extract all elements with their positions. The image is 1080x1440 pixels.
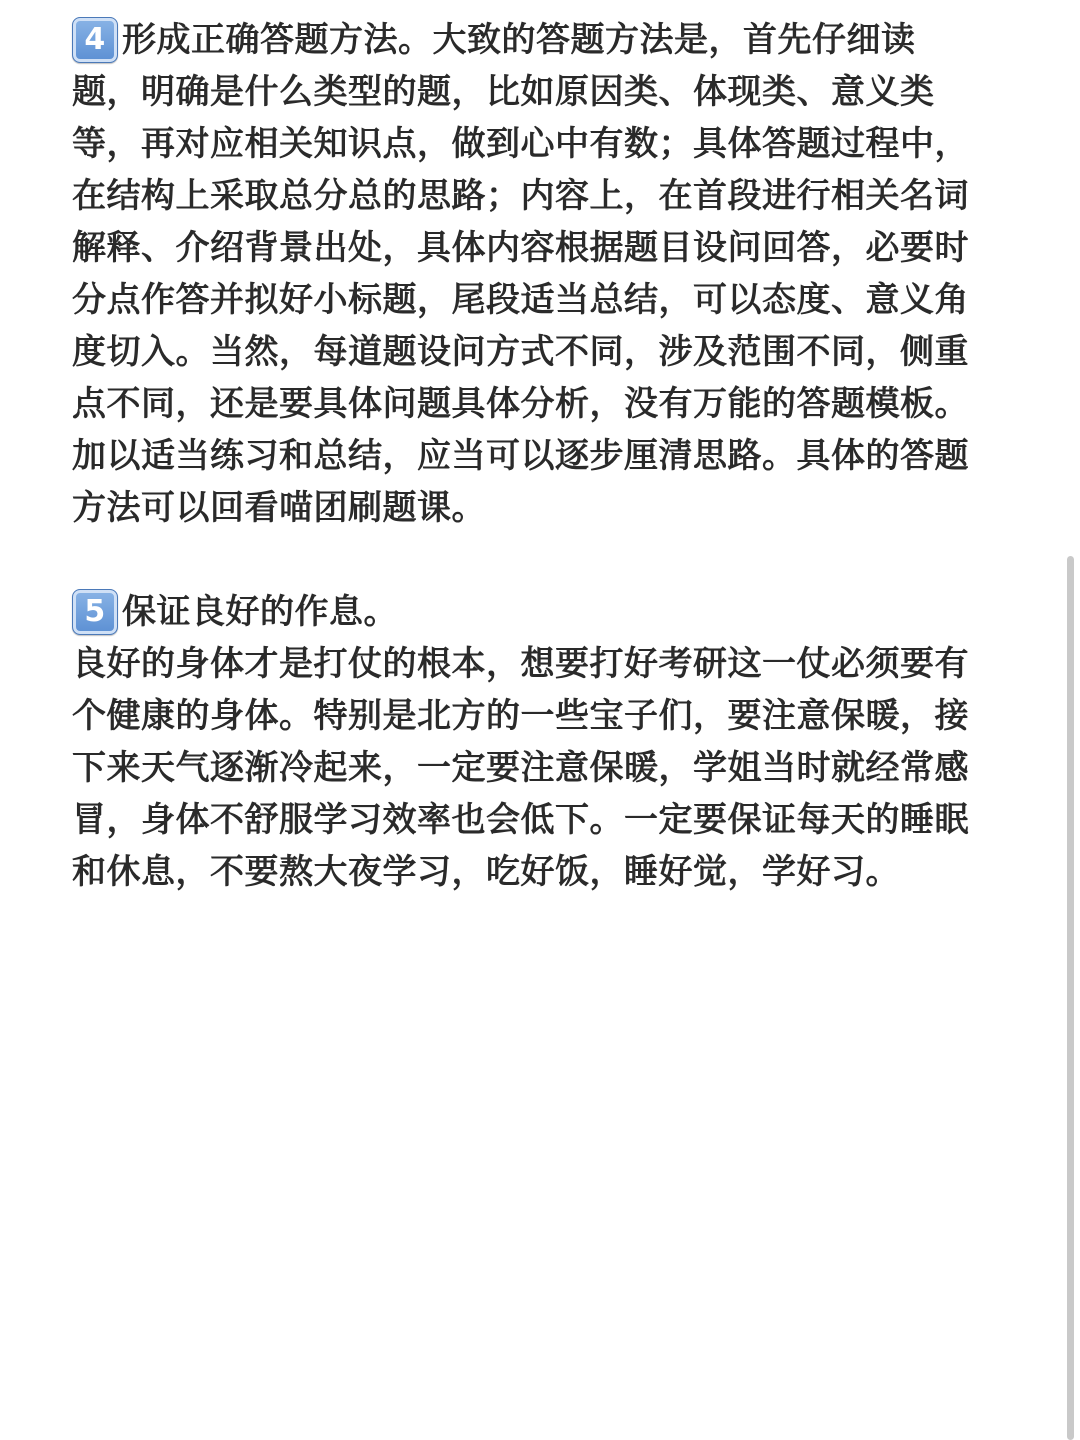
paragraph-line: 度切入。当然，每道题设问方式不同，涉及范围不同，侧重	[72, 332, 969, 372]
paragraph-line: 点不同，还是要具体问题具体分析，没有万能的答题模板。	[72, 384, 969, 424]
paragraph-line: 方法可以回看喵团刷题课。	[72, 488, 486, 528]
paragraph-line: 下来天气逐渐冷起来，一定要注意保暖，学姐当时就经常感	[72, 748, 969, 788]
section-heading	[72, 586, 1008, 638]
section-heading	[72, 14, 1008, 66]
keycap-digit-five-icon: 5	[72, 589, 118, 635]
paragraph-line: 分点作答并拟好小标题，尾段适当总结，可以态度、意义角	[72, 280, 969, 320]
paragraph-line: 冒，身体不舒服学习效率也会低下。一定要保证每天的睡眠	[72, 800, 969, 840]
paragraph-line: 个健康的身体。特别是北方的一些宝子们，要注意保暖，接	[72, 696, 969, 736]
paragraph-line: 加以适当练习和总结，应当可以逐步厘清思路。具体的答题	[72, 436, 969, 476]
keycap-digit-four-icon: 4	[72, 17, 118, 63]
paragraph-line: 在结构上采取总分总的思路；内容上，在首段进行相关名词	[72, 176, 969, 216]
heading-text: 形成正确答题方法。大致的答题方法是，首先仔细读	[122, 20, 916, 60]
heading-text: 保证良好的作息。	[122, 592, 398, 632]
paragraph-line: 和休息，不要熬大夜学习，吃好饭，睡好觉，学好习。	[72, 852, 900, 892]
section-answer-method	[72, 14, 1008, 534]
paragraph-line: 解释、介绍背景出处，具体内容根据题目设问回答，必要时	[72, 228, 969, 268]
paragraph-line: 等，再对应相关知识点，做到心中有数；具体答题过程中，	[72, 124, 969, 164]
vertical-scrollbar[interactable]	[1067, 556, 1074, 1440]
section-sleep-schedule	[72, 586, 1008, 898]
paragraph-line: 良好的身体才是打仗的根本，想要打好考研这一仗必须要有	[72, 644, 969, 684]
article-body	[72, 14, 1008, 898]
paragraph-line: 题，明确是什么类型的题，比如原因类、体现类、意义类	[72, 72, 935, 112]
